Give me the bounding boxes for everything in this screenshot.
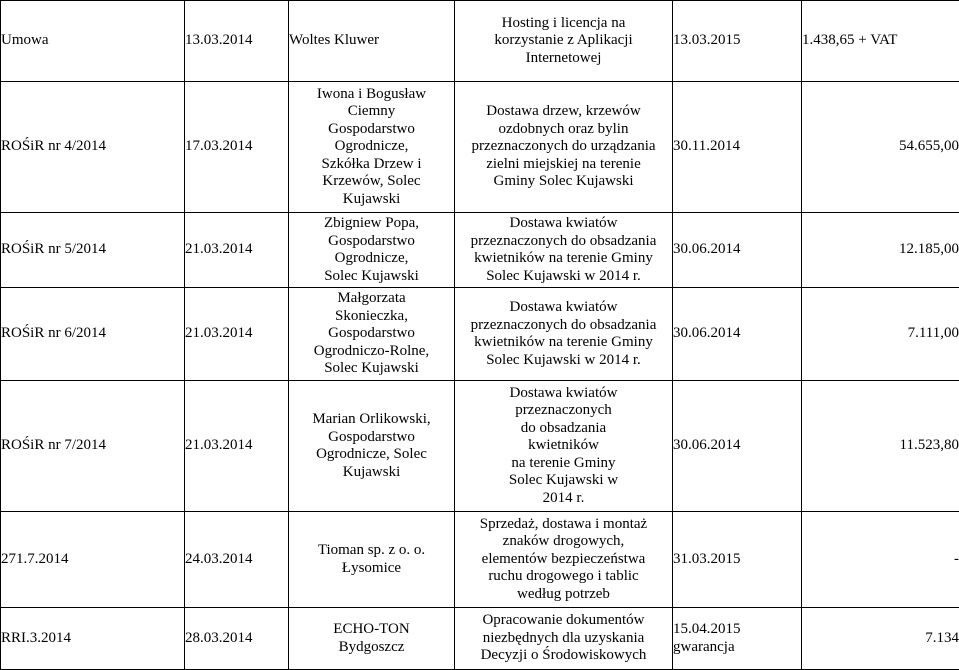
contractor-cell xyxy=(289,381,455,512)
amount-cell: 7.111,00 xyxy=(802,288,959,381)
cell-line: 13.03.2015 xyxy=(673,32,801,50)
period-cell xyxy=(673,512,802,608)
cell-line: Gospodarstwo xyxy=(289,429,454,447)
amount-cell: - xyxy=(802,512,959,608)
period-cell xyxy=(673,213,802,288)
amount-cell: 54.655,00 xyxy=(802,82,959,213)
cell-line: przeznaczonych do obsadzania xyxy=(455,233,672,251)
subject-cell xyxy=(455,1,673,82)
subject-cell xyxy=(455,82,673,213)
cell-line: kwietników na terenie Gminy xyxy=(455,250,672,268)
cell-line: Ogrodnicze, Solec xyxy=(289,446,454,464)
amount-cell: 11.523,80 xyxy=(802,381,959,512)
cell-line: Woltes Kluwer xyxy=(289,32,454,50)
table-row xyxy=(1,608,959,670)
cell-line: Ogrodnicze, xyxy=(289,138,454,156)
contract-date-cell: 28.03.2014 xyxy=(185,608,289,670)
cell-line: Gospodarstwo xyxy=(289,233,454,251)
cell-line: Sprzedaż, dostawa i montaż xyxy=(455,516,672,534)
period-cell xyxy=(673,608,802,670)
contractor-cell xyxy=(289,608,455,670)
period-cell xyxy=(673,82,802,213)
table-row xyxy=(1,512,959,608)
cell-line: Kujawski xyxy=(289,191,454,209)
cell-line: elementów bezpieczeństwa xyxy=(455,551,672,569)
contractor-cell xyxy=(289,512,455,608)
cell-line: 30.06.2014 xyxy=(673,241,801,259)
cell-line: Tioman sp. z o. o. xyxy=(289,542,454,560)
table-row xyxy=(1,1,959,82)
contract-date-cell: 13.03.2014 xyxy=(185,1,289,82)
cell-line: ECHO-TON xyxy=(289,621,454,639)
contract-number-cell: ROŚiR nr 6/2014 xyxy=(1,288,185,381)
table-row xyxy=(1,288,959,381)
period-cell xyxy=(673,381,802,512)
cell-line: Ogrodnicze, xyxy=(289,250,454,268)
cell-line: Kujawski xyxy=(289,464,454,482)
contract-date-cell: 21.03.2014 xyxy=(185,381,289,512)
table-row xyxy=(1,82,959,213)
contractor-cell xyxy=(289,82,455,213)
subject-cell xyxy=(455,512,673,608)
contractor-cell xyxy=(289,1,455,82)
cell-line: przeznaczonych xyxy=(455,402,672,420)
cell-line: Internetowej xyxy=(455,50,672,68)
contract-number-cell: RRI.3.2014 xyxy=(1,608,185,670)
contract-date-cell: 21.03.2014 xyxy=(185,213,289,288)
cell-line: na terenie Gminy xyxy=(455,455,672,473)
cell-line: Opracowanie dokumentów xyxy=(455,612,672,630)
cell-line: 31.03.2015 xyxy=(673,551,801,569)
cell-line: Gospodarstwo xyxy=(289,325,454,343)
cell-line: ruchu drogowego i tablic xyxy=(455,568,672,586)
cell-line: 2014 r. xyxy=(455,490,672,508)
period-cell xyxy=(673,288,802,381)
cell-line: Solec Kujawski xyxy=(289,360,454,378)
period-cell xyxy=(673,1,802,82)
cell-line: Solec Kujawski w xyxy=(455,472,672,490)
table-row xyxy=(1,213,959,288)
contract-number-cell: Umowa xyxy=(1,1,185,82)
cell-line: do obsadzania xyxy=(455,420,672,438)
cell-line: Ogrodniczo-Rolne, xyxy=(289,343,454,361)
contract-number-cell: ROŚiR nr 5/2014 xyxy=(1,213,185,288)
cell-line: 30.11.2014 xyxy=(673,138,801,156)
subject-cell xyxy=(455,608,673,670)
contractor-cell xyxy=(289,213,455,288)
cell-line: Hosting i licencja na xyxy=(455,15,672,33)
cell-line: Solec Kujawski xyxy=(289,268,454,286)
cell-line: Szkółka Drzew i xyxy=(289,156,454,174)
cell-line: kwietników na terenie Gminy xyxy=(455,334,672,352)
cell-line: 30.06.2014 xyxy=(673,437,801,455)
amount-cell: 7.134 xyxy=(802,608,959,670)
cell-line: Dostawa kwiatów xyxy=(455,385,672,403)
cell-line: Ciemny xyxy=(289,103,454,121)
cell-line: Solec Kujawski w 2014 r. xyxy=(455,352,672,370)
cell-line: znaków drogowych, xyxy=(455,533,672,551)
subject-cell xyxy=(455,288,673,381)
cell-line: Gminy Solec Kujawski xyxy=(455,173,672,191)
cell-line: kwietników xyxy=(455,437,672,455)
cell-line: ozdobnych oraz bylin xyxy=(455,121,672,139)
cell-line: Marian Orlikowski, xyxy=(289,411,454,429)
cell-line: Decyzji o Środowiskowych xyxy=(455,647,672,665)
cell-line: Dostawa kwiatów xyxy=(455,215,672,233)
cell-line: Bydgoszcz xyxy=(289,639,454,657)
cell-line: Solec Kujawski w 2014 r. xyxy=(455,268,672,286)
cell-line: Gospodarstwo xyxy=(289,121,454,139)
contract-number-cell: ROŚiR nr 7/2014 xyxy=(1,381,185,512)
cell-line: 15.04.2015 xyxy=(673,621,801,639)
contract-date-cell: 17.03.2014 xyxy=(185,82,289,213)
cell-line: Dostawa kwiatów xyxy=(455,299,672,317)
contract-date-cell: 24.03.2014 xyxy=(185,512,289,608)
cell-line: zielni miejskiej na terenie xyxy=(455,156,672,174)
cell-line: gwarancja xyxy=(673,639,801,657)
cell-line: Łysomice xyxy=(289,560,454,578)
cell-line: korzystanie z Aplikacji xyxy=(455,32,672,50)
amount-cell: 1.438,65 + VAT xyxy=(802,1,959,82)
cell-line: Dostawa drzew, krzewów xyxy=(455,103,672,121)
contract-number-cell: 271.7.2014 xyxy=(1,512,185,608)
amount-cell: 12.185,00 xyxy=(802,213,959,288)
cell-line: niezbędnych dla uzyskania xyxy=(455,630,672,648)
table-row xyxy=(1,381,959,512)
cell-line: według potrzeb xyxy=(455,586,672,604)
contract-number-cell: ROŚiR nr 4/2014 xyxy=(1,82,185,213)
cell-line: przeznaczonych do urządzania xyxy=(455,138,672,156)
cell-line: Małgorzata xyxy=(289,290,454,308)
cell-line: 30.06.2014 xyxy=(673,325,801,343)
cell-line: Krzewów, Solec xyxy=(289,173,454,191)
contract-date-cell: 21.03.2014 xyxy=(185,288,289,381)
contractor-cell xyxy=(289,288,455,381)
cell-line: Iwona i Bogusław xyxy=(289,86,454,104)
cell-line: Zbigniew Popa, xyxy=(289,215,454,233)
cell-line: Skonieczka, xyxy=(289,308,454,326)
contracts-table-body xyxy=(1,1,959,670)
subject-cell xyxy=(455,213,673,288)
cell-line: przeznaczonych do obsadzania xyxy=(455,317,672,335)
subject-cell xyxy=(455,381,673,512)
